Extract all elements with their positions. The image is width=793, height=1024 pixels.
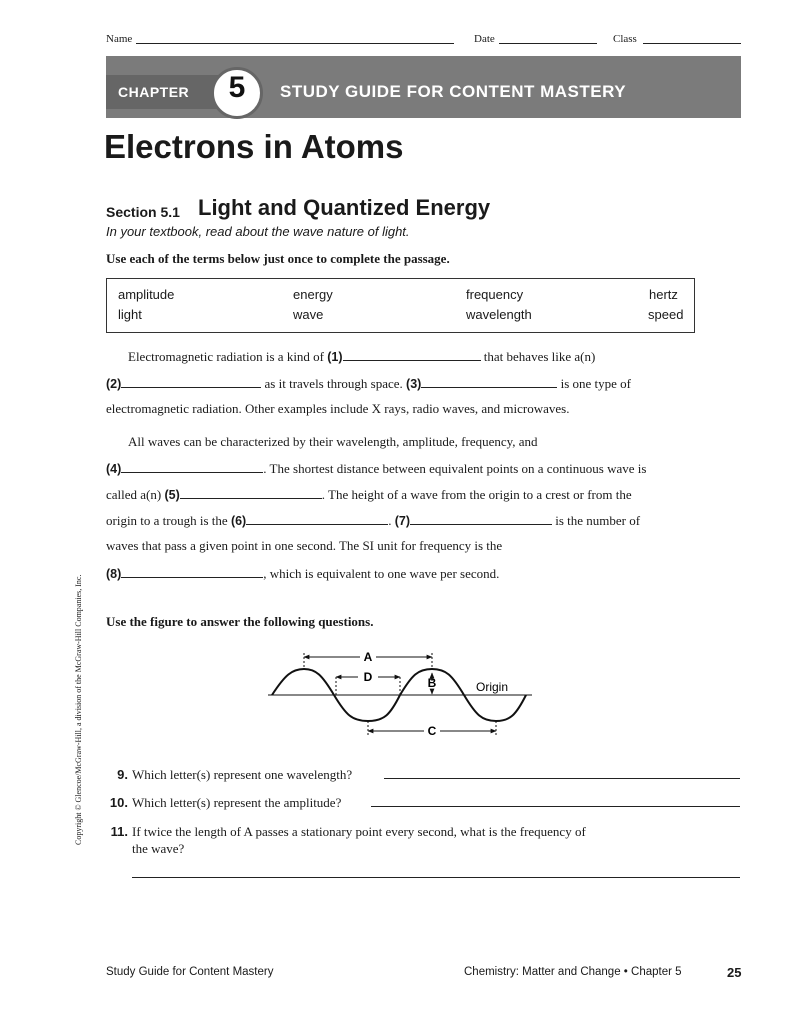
answer-blank-5[interactable]	[180, 486, 322, 499]
passage-line: All waves can be characterized by their wavelength, amplitude, frequency, and	[128, 434, 538, 449]
answer-blank-6[interactable]	[246, 512, 388, 525]
label-a: A	[363, 650, 373, 664]
wave-figure	[260, 645, 540, 745]
label-c: C	[427, 724, 437, 738]
section-title: Light and Quantized Energy	[198, 195, 491, 220]
band-title: STUDY GUIDE FOR CONTENT MASTERY	[280, 82, 627, 101]
figure-instructions: Use the figure to answer the following questions.	[106, 614, 374, 629]
date-label: Date	[474, 33, 495, 45]
answer-blank-7[interactable]	[410, 512, 552, 525]
blank-number: (8)	[106, 567, 122, 581]
page-title: Electrons in Atoms	[104, 128, 404, 165]
answer-blank-2[interactable]	[121, 375, 261, 388]
passage-line	[106, 486, 632, 503]
blank-number: (6)	[230, 514, 247, 528]
passage-line: waves that pass a given point in one second. The SI unit for frequency is the	[106, 538, 503, 553]
blank-number: (1)	[327, 350, 343, 364]
copyright-notice: Copyright © Glencoe/McGraw-Hill, a division of the McGraw-Hill Companies, Inc.	[74, 574, 83, 845]
question-number: 10.	[109, 795, 128, 810]
term: energy	[293, 287, 333, 302]
term: wavelength	[466, 307, 532, 322]
passage-text: origin to a trough is the	[106, 513, 228, 528]
passage-line	[106, 460, 646, 477]
question-text: If twice the length of A passes a stationary point every second, what is the frequency of	[132, 824, 586, 839]
blank-number: (7)	[394, 514, 410, 528]
class-field[interactable]	[643, 43, 741, 44]
question-number: 9.	[117, 767, 128, 782]
passage-text: called a(n)	[106, 487, 162, 502]
term: amplitude	[118, 287, 175, 302]
answer-blank-4[interactable]	[121, 460, 263, 473]
class-label: Class	[613, 33, 637, 45]
name-field[interactable]	[136, 43, 454, 44]
passage-text: .	[388, 513, 392, 528]
passage-line	[106, 512, 640, 529]
question-text-continued: the wave?	[132, 841, 185, 856]
passage-text: Electromagnetic radiation is a kind of	[128, 349, 325, 364]
passage-text: is one type of	[560, 376, 631, 391]
date-field[interactable]	[499, 43, 597, 44]
blank-number: (2)	[106, 377, 122, 391]
section-number: Section 5.1	[106, 204, 180, 220]
blank-number: (5)	[164, 488, 180, 502]
term-box	[106, 278, 695, 333]
terms-instructions: Use each of the terms below just once to complete the passage.	[106, 251, 450, 266]
label-b: B	[427, 676, 437, 690]
term: frequency	[466, 287, 524, 302]
passage-line	[128, 348, 595, 365]
passage-text: that behaves like a(n)	[483, 349, 596, 364]
answer-line-9[interactable]	[384, 778, 740, 779]
blank-number: (4)	[106, 462, 122, 476]
question-text: Which letter(s) represent the amplitude?	[132, 795, 342, 810]
passage-line	[106, 565, 499, 582]
label-d: D	[363, 670, 373, 684]
passage-line	[106, 375, 631, 392]
answer-line-11[interactable]	[132, 877, 740, 878]
name-label: Name	[106, 33, 133, 45]
passage-text: , which is equivalent to one wave per second.	[263, 566, 500, 581]
passage-line: electromagnetic radiation. Other examples include X rays, radio waves, and microwaves.	[106, 401, 570, 416]
passage-text: . The height of a wave from the origin to a crest or from the	[321, 487, 632, 502]
section-subtitle: In your textbook, read about the wave nature of light.	[106, 224, 410, 239]
passage-text: is the number of	[555, 513, 641, 528]
term: light	[118, 307, 142, 322]
answer-blank-8[interactable]	[121, 565, 263, 578]
origin-label: Origin	[476, 680, 509, 694]
answer-line-10[interactable]	[371, 806, 740, 807]
question-number: 11.	[110, 824, 128, 839]
passage-text: . The shortest distance between equivalent points on a continuous wave is	[263, 461, 647, 476]
term: wave	[293, 307, 324, 322]
question-text: Which letter(s) represent one wavelength?	[132, 767, 353, 782]
footer-left: Study Guide for Content Mastery	[106, 966, 274, 978]
chapter-number: 5	[228, 71, 246, 104]
term: hertz	[649, 287, 678, 302]
term: speed	[648, 307, 684, 322]
answer-blank-1[interactable]	[343, 348, 481, 361]
chapter-word: CHAPTER	[118, 84, 190, 100]
page-number: 25	[727, 965, 742, 980]
blank-number: (3)	[406, 377, 422, 391]
passage-text: as it travels through space.	[264, 376, 403, 391]
footer-right: Chemistry: Matter and Change • Chapter 5	[464, 966, 682, 978]
answer-blank-3[interactable]	[421, 375, 557, 388]
